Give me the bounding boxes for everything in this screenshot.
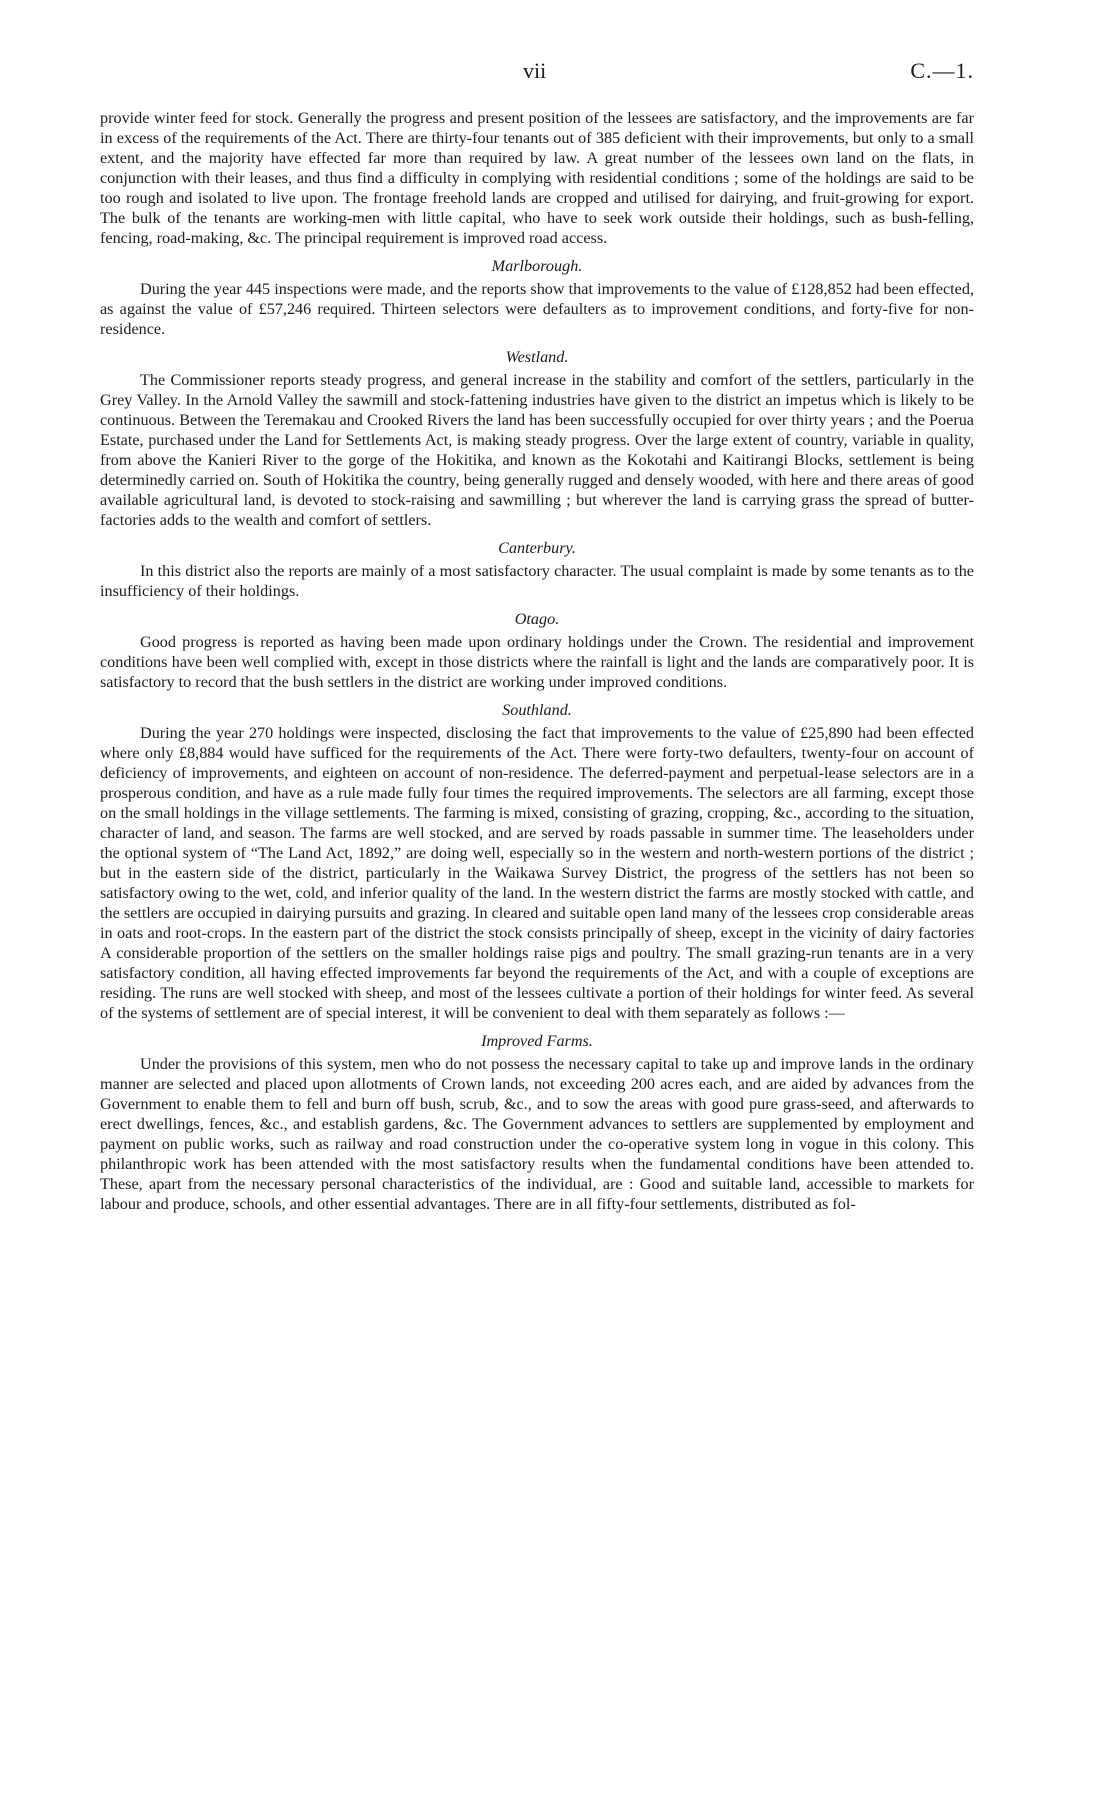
- section-heading-improved-farms: Improved Farms.: [481, 1032, 593, 1050]
- section-heading-marlborough: Marlborough.: [491, 257, 583, 275]
- section-paragraph-southland: During the year 270 holdings were inspected, disclosing the fact that improvements to the value of £25,890 had been effected where only £8,884 would have sufficed for the requirements of the Act. There were forty-two defaulters, twenty-four on account of deficiency of improvements, and eighteen on account of non-residence. The deferred-payment and perpetual-lease selectors are in a prosperous condition, and have as a rule made fully four times the required improvements. The selectors are all farming, except those on the small holdings in the village settlements. The farming is mixed, consisting of grazing, cropping, &c., according to the situation, character of land, and season. The farms are well stocked, and are served by roads passable in summer time. The leaseholders under the optional system of “The Land Act, 1892,” are doing well, especially so in the western and north-western portions of the district ; but in the eastern side of the district, particularly in the Waikawa Survey District, the progress of the settlers has not been so satisfactory owing to the wet, cold, and inferior quality of the land. In the western district the farms are mostly stocked with cattle, and the settlers are occupied in dairying pursuits and grazing. In cleared and suitable open land many of the lessees crop considerable areas in oats and root-crops. In the eastern part of the district the stock consists principally of sheep, except in the vicinity of dairy factories A considerable proportion of the settlers on the smaller holdings raise pigs and poultry. The small grazing-run tenants are in a very satisfactory condition, all having effected improvements far beyond the requirements of the Act, and with a couple of exceptions are residing. The runs are well stocked with sheep, and most of the lessees cultivate a portion of their holdings for winter feed. As several of the systems of settlement are of special interest, it will be convenient to deal with them separately as follows :—: [100, 724, 974, 1022]
- section-paragraph-westland: The Commissioner reports steady progress, and general increase in the stability and comfort of the settlers, particularly in the Grey Valley. In the Arnold Valley the sawmill and stock-fattening industries have given to the district an impetus which is likely to be continuous. Between the Teremakau and Crooked Rivers the land has been successfully occupied for over thirty years ; and the Poerua Estate, purchased under the Land for Settlements Act, is making steady progress. Over the large extent of country, variable in quality, from above the Kanieri River to the gorge of the Hokitika, and known as the Kokotahi and Kaitirangi Blocks, settlement is being determinedly carried on. South of Hokitika the country, being generally rugged and densely wooded, with here and there areas of good available agricultural land, is devoted to stock-raising and sawmilling ; but wherever the land is carrying grass the spread of butter-factories adds to the wealth and comfort of settlers.: [100, 371, 974, 529]
- document-reference: C.—1.: [910, 58, 974, 83]
- section-heading-westland: Westland.: [505, 348, 569, 366]
- section-paragraph-marlborough: During the year 445 inspections were made, and the reports show that improvements to the value of £128,852 had been effected, as against the value of £57,246 required. Thirteen selectors were defaulters as to improvement conditions, and forty-five for non-residence.: [100, 280, 974, 338]
- page-number: vii: [523, 58, 547, 83]
- section-paragraph-improved-farms: Under the provisions of this system, men who do not possess the necessary capital to take up and improve lands in the ordinary manner are selected and placed upon allotments of Crown lands, not exceeding 200 acres each, and are aided by advances from the Government to enable them to fell and burn off bush, scrub, &c., and to sow the areas with good pure grass-seed, and afterwards to erect dwellings, fences, &c., and establish gardens, &c. The Government advances to settlers are supplemented by employment and payment on public works, such as railway and road construction under the co-operative system long in vogue in this colony. This philanthropic work has been attended with the most satisfactory results when the fundamental conditions have been attended to. These, apart from the necessary personal characteristics of the individual, are : Good and suitable land, accessible to markets for labour and produce, schools, and other essential advantages. There are in all fifty-four settlements, distributed as fol-: [100, 1055, 974, 1213]
- report-body: [100, 108, 974, 1214]
- section-heading-otago: Otago.: [514, 610, 560, 628]
- intro-paragraph: provide winter feed for stock. Generally the progress and present position of the lessees are satisfactory, and the improvements are far in excess of the requirements of the Act. There are thirty-four tenants out of 385 deficient with their improvements, but only to a small extent, and the majority have effected far more than required by law. A great number of the lessees own land on the flats, in conjunction with their leases, and thus find a difficulty in complying with residential conditions ; some of the holdings are said to be too rough and isolated to live upon. The frontage freehold lands are cropped and utilised for dairying, and fruit-growing for export. The bulk of the tenants are working-men with little capital, who have to seek work outside their holdings, such as bush-felling, fencing, road-making, &c. The principal requirement is improved road access.: [100, 109, 974, 247]
- page-header: [0, 58, 1114, 88]
- section-heading-southland: Southland.: [502, 701, 572, 719]
- section-paragraph-canterbury: In this district also the reports are mainly of a most satisfactory character. The usual complaint is made by some tenants as to the insufficiency of their holdings.: [100, 562, 974, 600]
- section-paragraph-otago: Good progress is reported as having been made upon ordinary holdings under the Crown. The residential and improvement conditions have been well complied with, except in those districts where the rainfall is light and the lands are comparatively poor. It is satisfactory to record that the bush settlers in the district are working under improved conditions.: [100, 633, 974, 691]
- section-heading-canterbury: Canterbury.: [498, 539, 576, 557]
